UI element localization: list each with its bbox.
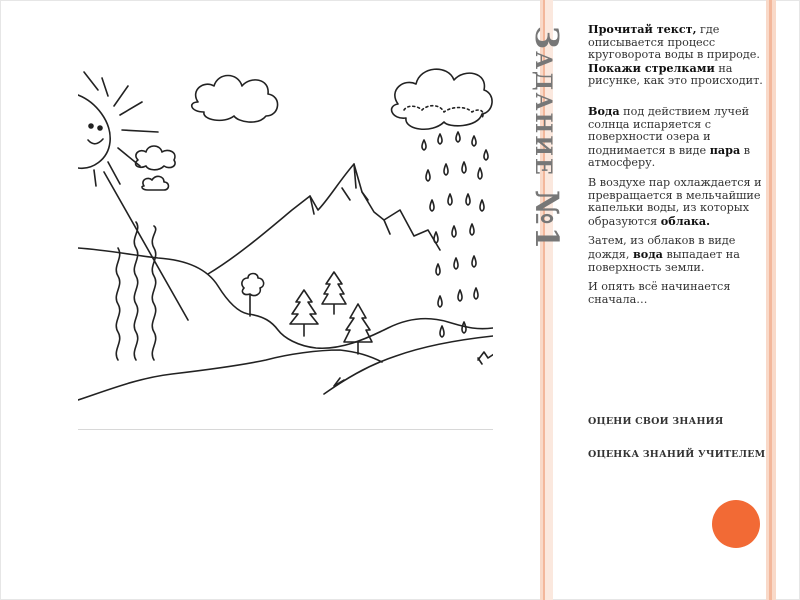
instruction-text-2: на рисунке, как это происходит. — [588, 61, 763, 88]
water-cycle-illustration — [78, 60, 493, 430]
para3-text-1: Затем, из облаков в виде дождя, — [588, 234, 736, 261]
self-assessment-label: ОЦЕНИ СВОИ ЗНАНИЯ — [588, 416, 724, 427]
instruction-text-1: где описывается процесс круговорота воды в природе. — [588, 23, 760, 62]
instruction-bold-1: Прочитай текст, — [588, 22, 697, 36]
lake-river-icon — [78, 248, 493, 430]
para3-bold-1: вода — [632, 246, 663, 261]
paragraph-repeat: И опять всё начинается сначала… — [588, 280, 731, 306]
para1-text-2: в атмосферу. — [588, 143, 751, 170]
rain-cloud-icon — [392, 69, 492, 129]
decorative-stripe — [772, 0, 776, 600]
evaporation-waves-icon — [116, 222, 155, 360]
paragraph-condensation — [588, 177, 766, 228]
trees-icon — [242, 272, 493, 364]
para3-text-2: выпадает на поверхность земли. — [588, 247, 740, 274]
task-text — [588, 23, 766, 313]
para1-bold-2: пара — [709, 142, 741, 157]
paragraph-evaporation — [588, 105, 766, 170]
mountains-icon — [208, 164, 440, 274]
teacher-assessment-label: ОЦЕНКА ЗНАНИЙ УЧИТЕЛЕМ — [588, 449, 766, 460]
cloud-icon — [136, 76, 278, 191]
para1-bold-1: Вода — [588, 103, 620, 118]
instruction-bold-2: Покажи стрелками — [588, 60, 715, 75]
paragraph-precipitation — [588, 235, 766, 274]
decorative-orange-circle — [712, 500, 760, 548]
instruction-paragraph — [588, 23, 766, 88]
raindrops-icon — [422, 132, 488, 337]
title-wrapper — [528, 0, 586, 600]
slide-title: Задание №1 — [528, 26, 566, 252]
para2-text-1: В воздухе пар охлаждается и превращается в мельчайшие капельки воды, из которых образуются — [588, 175, 762, 228]
para2-bold-1: облака. — [660, 213, 711, 228]
para1-text-1: под действием лучей солнца испаряется с поверхности озера и поднимается в виде — [588, 104, 750, 157]
sun-icon — [78, 72, 188, 320]
